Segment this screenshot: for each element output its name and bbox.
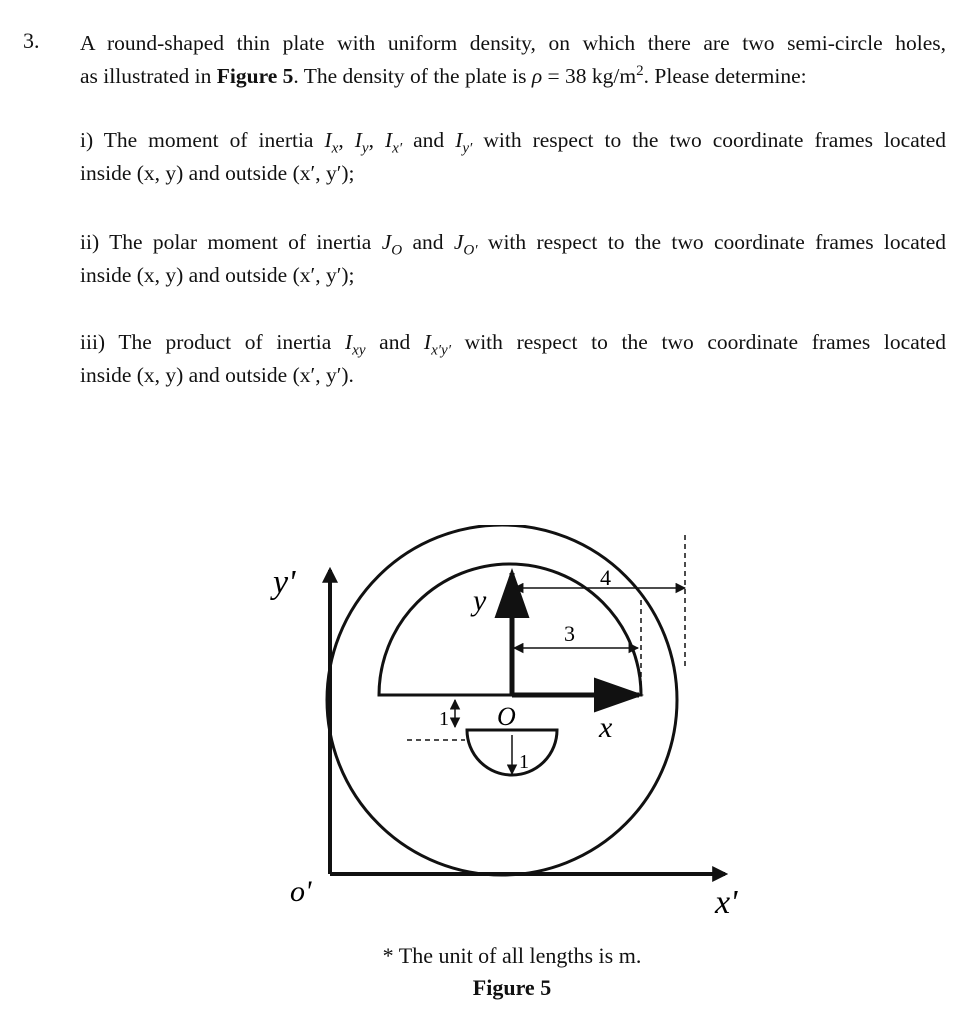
term-JOp: $J_{O'}$ (453, 230, 478, 259)
part-2-terms: $J_O$ (381, 230, 403, 259)
density-symbol: ρ (531, 64, 543, 88)
figure-note: * The unit of all lengths is m. (382, 943, 642, 968)
outer-circle-plate (327, 525, 677, 875)
part-1-terms: $I_x$ (324, 128, 339, 157)
figure-caption: Figure 5 (472, 975, 552, 1000)
problem-number: 3. (23, 28, 40, 53)
density-value: = 38 kg/m (542, 64, 637, 88)
question-part-3 (80, 326, 946, 392)
label-dimension-3: 3 (564, 621, 575, 646)
intro-line-2 (80, 60, 946, 93)
label-o-prime: o' (290, 875, 312, 908)
figure-5-diagram (255, 525, 775, 925)
term-Iy: $I_y$ (354, 128, 369, 157)
term-Iyp: $I_{y'}$ (455, 128, 473, 157)
part-3-tail: with respect to the two coordinate frames located (451, 330, 947, 354)
part-2-line-2: inside (x, y) and outside (x′, y′); (80, 263, 355, 287)
problem-intro (80, 27, 946, 93)
label-dimension-1-bottom: 1 (519, 751, 529, 773)
label-x: x (599, 711, 613, 744)
part-3-line-2: inside (x, y) and outside (x′, y′). (80, 363, 354, 387)
figure-reference: Figure 5 (216, 64, 294, 88)
label-dimension-4: 4 (600, 565, 611, 590)
intro-line-1: A round-shaped thin plate with uniform density, on which there are two semi-circle holes, (80, 31, 946, 55)
term-Ixp: $I_{x'}$ (384, 128, 403, 157)
term-Ixpyp: $I_{x'y'}$ (423, 330, 452, 359)
part-2-lead: ii) The polar moment of inertia (80, 230, 382, 254)
intro-text-a: as illustrated in (80, 64, 217, 88)
part-1-lead: i) The moment of inertia (80, 128, 325, 152)
part-1-tail: with respect to the two coordinate frames located (472, 128, 947, 152)
density-exponent: 2 (636, 62, 644, 79)
label-dimension-1-left: 1 (439, 708, 449, 730)
part-3-terms: $I_{xy}$ (344, 330, 366, 359)
intro-text-b: . The density of the plate is (293, 64, 532, 88)
part-2-tail: with respect to the two coordinate frames located (477, 230, 946, 254)
part-3-lead: iii) The product of inertia (80, 330, 345, 354)
label-y: y (473, 584, 487, 617)
question-part-2 (80, 226, 946, 292)
question-part-1 (80, 124, 946, 190)
part-3-line-1: iii) The product of inertia $I_{xy}$ and $I_{x'y'}$ with respect to the two coordinate frames located (80, 330, 947, 359)
part-1-line-2: inside (x, y) and outside (x′, y′); (80, 161, 355, 185)
intro-text-c: . Please determine: (643, 64, 807, 88)
label-origin-o: O (497, 702, 516, 731)
part-1-line-1: i) The moment of inertia $I_x$, $I_y$, $I_{x'}$ and $I_{y'}$ with respect to the two coordinate frames located (80, 128, 947, 157)
part-2-line-1: ii) The polar moment of inertia $J_O$ and $J_{O'}$ with respect to the two coordinate frames located (80, 230, 946, 259)
label-y-prime: y' (273, 564, 296, 601)
label-x-prime: x' (715, 884, 738, 921)
